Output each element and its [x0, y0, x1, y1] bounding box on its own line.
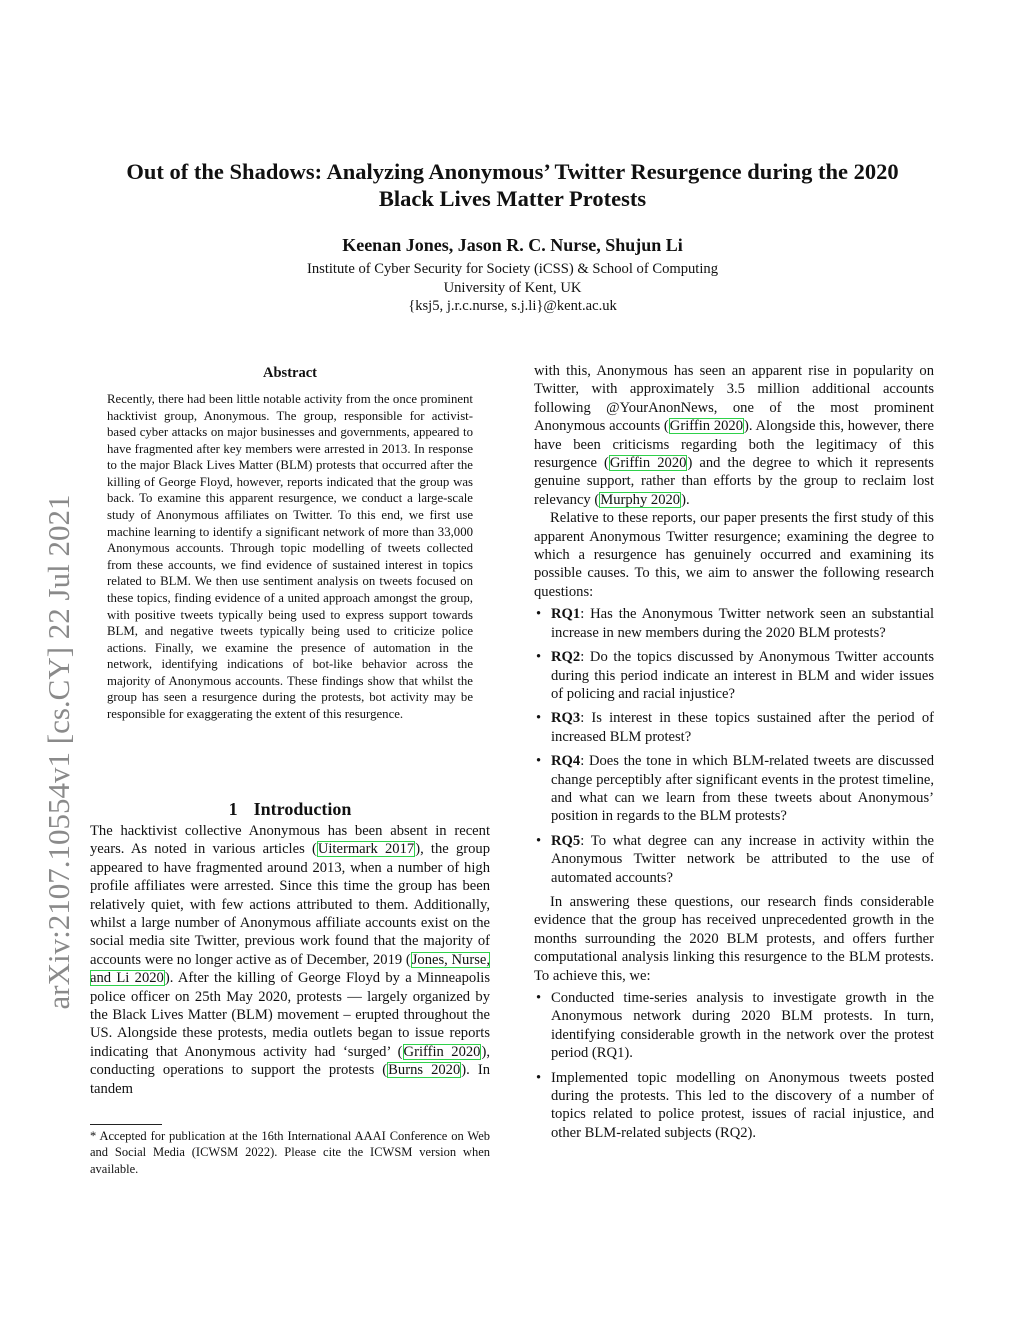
intro-text: ), conducting operations to support the protests ( — [90, 1043, 490, 1079]
author-emails: {ksj5, j.r.c.nurse, s.j.li}@kent.ac.uk — [408, 298, 617, 314]
contribution-text: Implemented topic modelling on Anonymous tweets posted during the protests. This led to the discovery of a number of topics related to police protest, issues of racial injustice, and other BLM-related subjects (RQ2). — [551, 1069, 934, 1141]
rq-label: RQ1 — [551, 606, 581, 623]
body-text: ) and the degree to which it represents genuine support, rather than efforts by the group to reclaim lost relevancy ( — [534, 455, 934, 508]
affiliation-block — [90, 260, 935, 316]
citation-link-murphy[interactable]: Murphy 2020 — [600, 491, 681, 508]
rq-text: : Do the topics discussed by Anonymous Twitter accounts during this period indicate an interest in BLM and wider issues of policing and racial injustice? — [551, 649, 934, 702]
research-questions-list — [534, 605, 934, 887]
contributions-list — [534, 989, 934, 1142]
citation-link-uitermark[interactable]: Uitermark 2017 — [317, 841, 415, 858]
rq-label: RQ2 — [551, 649, 581, 666]
bullet-icon: • — [536, 753, 542, 770]
body-text: ). Alongside this, however, there have been criticisms regarding both the legitimacy of this resurgence ( — [534, 418, 934, 472]
paper-title — [90, 158, 935, 212]
bullet-icon: • — [536, 832, 542, 849]
list-item — [534, 605, 934, 642]
citation-link-jones[interactable]: Jones, Nurse, and Li 2020 — [90, 951, 491, 987]
title-line-2: Black Lives Matter Protests — [378, 186, 647, 211]
list-item — [534, 1069, 934, 1143]
citation-link-griffin[interactable]: Griffin 2020 — [609, 455, 687, 472]
list-item — [534, 832, 934, 887]
section-title: Introduction — [253, 799, 352, 819]
footnote: * Accepted for publication at the 16th International AAAI Conference on Web and Social Media (ICWSM 2022). Please cite the ICWSM version when available. — [90, 1129, 490, 1176]
rq-label: RQ4 — [551, 753, 581, 770]
citation-link-burns[interactable]: Burns 2020 — [388, 1062, 461, 1079]
rq-label: RQ3 — [551, 710, 581, 727]
intro-text: ), the group appeared to have fragmented around 2013, when a number of high profile affiliates were arrested. Since this time the group has been relatively quiet, with few actions attributed to them. Additionally, whilst a large number of Anonymous affiliate accounts exist on the social media site Twitter, previous work found that the majority of accounts were no longer active as of December, 2019 ( — [90, 841, 490, 968]
bullet-icon: • — [536, 710, 542, 727]
citation-link-griffin[interactable]: Griffin 2020 — [403, 1043, 481, 1060]
introduction-heading — [90, 798, 490, 820]
list-item — [534, 989, 934, 1063]
rq-label: RQ5 — [551, 832, 581, 849]
abstract-text: Recently, there had been little notable activity from the once prominent hacktivist group, Anonymous. The group, responsible for activist-based cyber attacks on major businesses and governments, appeared to have fragmented after key members were arrested in 2013. In response to the major Black Lives Matter (BLM) protests that occurred after the killing of George Floyd, however, reports indicated that the group was back. To examine this apparent resurgence, we conduct a large-scale study of Anonymous affiliates on Twitter. To this end, we first use machine learning to identify a significant network of more than 33,000 Anonymous accounts. Through topic modelling of tweets collected from these accounts, we find evidence of sustained interest in topics related to BLM. We then use sentiment analysis on tweets focused on these topics, finding evidence of a united approach amongst the group, with positive tweets typically being used to express support towards BLM, and negative tweets typically being used to criticize police actions. Finally, we examine the presence of automation in the network, identifying indications of bot-like behavior across the majority of Anonymous accounts. These findings show that whilst the group has seen a resurgence during the protests, bot activity may be responsible for exaggerating the extent of this resurgence. — [107, 392, 473, 721]
bullet-icon: • — [536, 649, 542, 666]
affiliation-line-1: Institute of Cyber Security for Society (iCSS) & School of Computing — [306, 261, 719, 277]
bullet-icon: • — [536, 1069, 542, 1086]
contribution-text: Conducted time-series analysis to investigate growth in the Anonymous network during 2020 BLM protests. In turn, identifying considerable growth in the network over the protest period (RQ1). — [551, 990, 934, 1062]
list-item — [534, 709, 934, 746]
bullet-icon: • — [536, 606, 542, 623]
body-text: ). — [681, 491, 690, 508]
affiliation-line-2: University of Kent, UK — [443, 279, 582, 296]
citation-link-griffin[interactable]: Griffin 2020 — [669, 418, 744, 435]
paragraph: In answering these questions, our research finds considerable evidence that the group has received unprecedented growth in the months surrounding the 2020 BLM protests, and offers further computational analysis linking this resurgence to the BLM protests. To achieve this, we: — [534, 893, 934, 984]
rq-text: : Is interest in these topics sustained after the period of increased BLM protest? — [551, 710, 934, 745]
arxiv-identifier: arXiv:2107.10554v1 [cs.CY] 22 Jul 2021 — [41, 494, 76, 1010]
rq-text: : To what degree can any increase in activity within the Anonymous Twitter network be attributed to the use of automated accounts? — [551, 832, 934, 886]
intro-text: The hacktivist collective Anonymous has been absent in recent years. As noted in various articles ( — [90, 823, 490, 858]
title-line-1: Out of the Shadows: Analyzing Anonymous’ Twitter Resurgence during the 2020 — [126, 159, 899, 184]
body-text: with this, Anonymous has seen an apparent rise in popularity on Twitter, with approximately 3.5 million additional accounts following @YourAnonNews, one of the most prominent Anonymous accounts ( — [534, 363, 934, 435]
abstract-heading: Abstract — [263, 365, 317, 381]
bullet-icon: • — [536, 990, 542, 1006]
intro-text: ). In tandem — [90, 1062, 490, 1097]
section-number: 1 — [228, 799, 238, 819]
list-item — [534, 648, 934, 703]
footnote-divider — [90, 1124, 162, 1125]
list-item — [534, 752, 934, 826]
right-column — [534, 362, 934, 1148]
paragraph — [534, 362, 934, 509]
intro-text: ). After the killing of George Floyd by a Minneapolis police officer on 25th May 2020, protests — largely organized by the Black Lives Matter (BLM) movement – erupted throughout the US. Alongside these protests, media outlets began to issue reports indicating that Anonymous activity had ‘surged’ ( — [90, 970, 491, 1060]
rq-text: : Has the Anonymous Twitter network seen an substantial increase in new members during the 2020 BLM protests? — [551, 606, 934, 641]
author-list: Keenan Jones, Jason R. C. Nurse, Shujun Li — [342, 235, 683, 255]
introduction-paragraph — [90, 822, 490, 1098]
rq-text: : Does the tone in which BLM-related tweets are discussed change perceptibly after significant events in the protest timeline, and what can we learn from these tweets about Anonymous’ position in regards to the BLM protests? — [551, 753, 934, 825]
paragraph: Relative to these reports, our paper presents the first study of this apparent Anonymous Twitter resurgence; examining the degree to which a resurgence has genuinely occurred and examining its possible causes. To this, we aim to answer the following research questions: — [534, 510, 934, 600]
